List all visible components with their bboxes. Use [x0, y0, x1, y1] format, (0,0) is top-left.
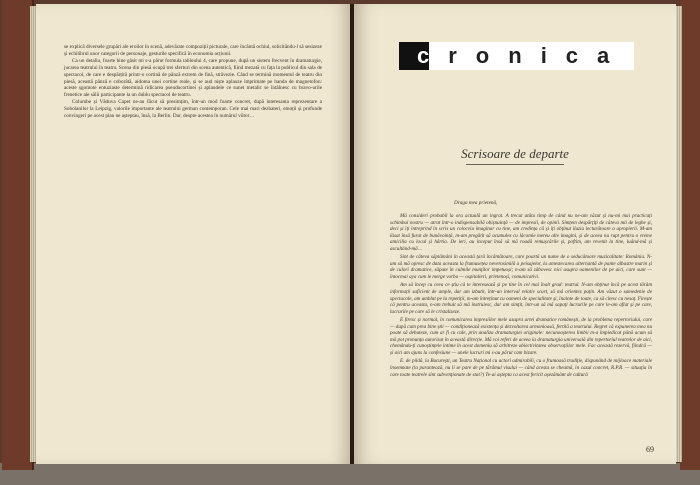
right-page-text [390, 213, 652, 380]
table-surface [0, 463, 700, 485]
book-cover-right [680, 0, 700, 470]
right-page [354, 4, 676, 464]
page-edges-right [676, 6, 682, 462]
article-heading: Scrisoare de departe [461, 146, 569, 161]
left-page [36, 4, 351, 464]
right-paragraph: E. de pildă, la București, un Teatru Național cu actori admirabili, cu o frumoasă tradiție, dispunând de mijloace materiale însemnate (la parantează, nu li se pare de pe tărâmul visului — când acesta se cheamă, în cazul concret, R.P.R. — situația în care toate teatrele sînt subvenționate de stat?) Te-ai aștepta ca acest fericit așezământ de cultură [390, 358, 652, 378]
section-title-rest: ronica [448, 43, 629, 68]
right-paragraph: Am să încep cu ceea ce știu că te interesează și pe tine în cel mai înalt grad: teatrul. N-am obținut încă pe acest tărâm informații suficient de ample, dar am izbutit, într-un interval relativ scurt, să mă orientez puțin. Am văzut o samedenie de spectacole, am umblat pe la repetiții, m-am întreținut cu oameni de specialitate și, înainte de toate, ca să citesc cu nesaț. Firește că pentru aceasta, n-am trebuit să mă instruiesc, dar am simțit, într-un să mă sapați lucrurile pe care le-am aflat și pe care, lucrurile pe care să le cristalizeze. [390, 282, 652, 315]
left-page-text [64, 44, 322, 120]
left-paragraph: Columbe și Văduva Capet ne-au făcut să presimțim, într-un mod foarte concret, după interesanta reprezentare a Sobolanilor la Leipzig, valorile importante ale teatrului german contemporan. Cele mai mari dezbateri, emoții și profunde convingeri pe acest plan ne așteptau, însă, la Berlin. Dar, despre acestea în numărul viitor… [64, 99, 322, 120]
left-paragraph: Ca un detaliu, foarte bine găsit mi s-a părut formula tabloului 4, care propune, după un sistem frecvent în dramaturgie, jucarea teatrului în teatru. Scena din piesă ocupă trei sferturi din scena autentică, fiind mezată cu fața la publicul din sala de spectacol, de care e despărțită printr-o cortină de pânză extrem de fină, străvezie. Când se termină momentul de teatru din piesă, această pânză e coborâtă, aidoma unei cortine reale, și se aud niște aplauze imprimate pe banda de magnetofon: aceste șgomote entuziaste determină ridicarea pseudocortinei și aplaudele ce sunet metalic se întâlnesc cu bravo-urile frenetice ale sălii participante la un dublu spectacol de teatru. [64, 57, 322, 99]
salutation: Draga mea prietenă, [454, 200, 498, 206]
right-paragraph: Mă consideri probabil la ora actuală un ingrat. A trecut atâta timp de când nu ne-am văzut și nu-mi mai practicați schimbul nostru — atrat într-o indispensabilă obișnuință — de impresii, de opinii. Simțem despărțiți de câteva mii de leghe și, deci și îți întreprind în scris un colocviu imaginar cu tine, am credința că și îți obținut iluzia lecturătoare a apropierii. M-am lăsat însă furat de bunăvoință, m-am pregătit să acumulez cu lăcomie mereu alte imagini, și de aceea nu rupt pentru o vreme amicilia cu locul și hârtia. De ieri, au început însă să mă roadă remușcările și, poftim, am revenit la tine, luând-mă și ascultând-mă… [390, 213, 652, 252]
section-banner [399, 42, 634, 70]
left-paragraph: se explică diversele grupări ale eroilor în scenă, adevărate compoziții picturale, care încântă ochiul, solicitându-l să sesizeze și echilibrul unor categorii de personaje, gesturile specifică în economia acțiunii. [64, 44, 322, 57]
section-title-first-letter: c [417, 43, 449, 68]
heading-underline [466, 164, 564, 165]
section-title [417, 43, 628, 69]
page-number: 69 [646, 445, 654, 454]
right-paragraph: Sint de câteva săptămâni în această țară încântătoare, care poartă un nume de o seducătoare muzicalitate: România. N-am să mă opresc de data aceasta la frumusețea neverosimilă a peisajelor, la amestecarea alternantă de pante albastre marin și de culori dramatice, săpate în culmile munților impetuoși; n-am să zăbovesc nici asupra oamenilor de pe aici, care sunt — întocmai aya cum le merge vorba — ospitalieri, prietenoși, comunicativi. [390, 254, 652, 280]
right-paragraph: E firesc și normal, în comunicarea impresiilor mele asupra artei dramatice românești, de la problema repertoriului, care — după cum prea bine știi — condiționează existența și dezvoltarea armonioasă, fertilă a teatrului. Regret că expunerea mea nu poate să debuteze, cum ar fi cu cale, prin analiza dramaturgiei originale: necunoașterea limbii m-a împiedicat până acum să mă pot pronunța autorizat în această direcție. Mă voi referi de aceea la dramaturgia universală din repertoriul teatrelor de aici, chemându-ți cunoștințele intime în acest domeniu să arbitreze obiectivitatea observațiilor mele. Fac această rezervă, fiindcă — și aici am ajuns la confesiune — unele lucruri mi s-au părut cam bizare. [390, 317, 652, 356]
